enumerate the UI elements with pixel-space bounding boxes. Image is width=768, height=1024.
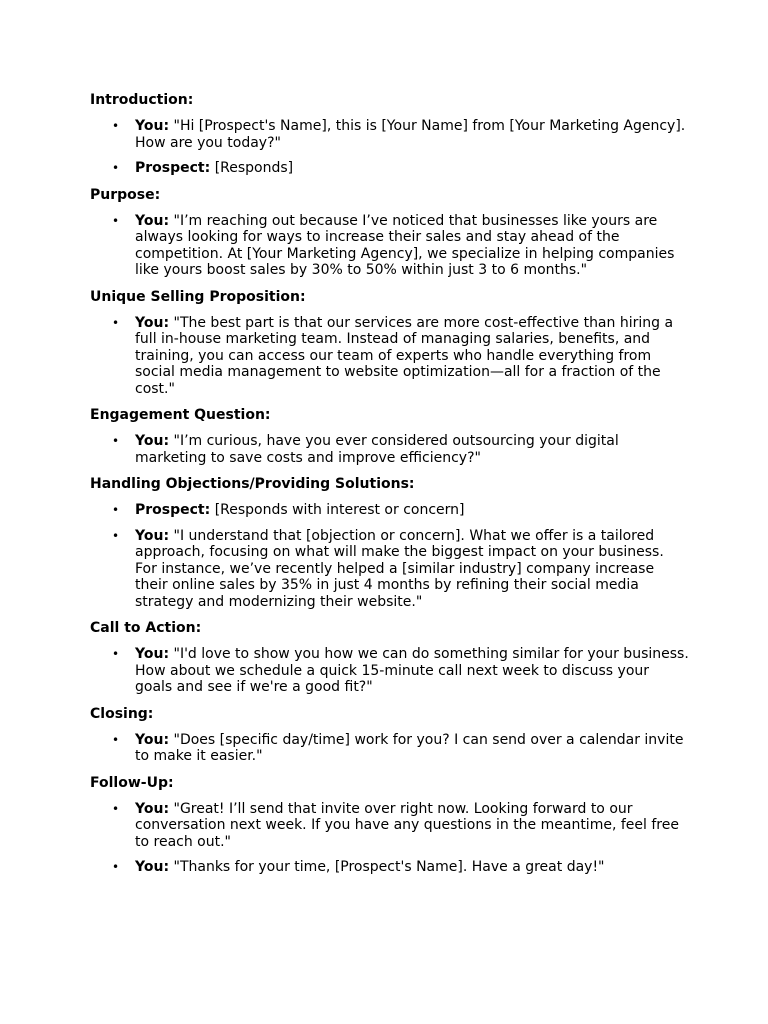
section-heading: Introduction: — [90, 92, 194, 108]
section-engagement-question — [90, 406, 690, 466]
section-introduction — [90, 91, 690, 177]
section-heading: Follow-Up: — [90, 774, 174, 791]
list-item — [90, 732, 690, 765]
list-item — [90, 859, 690, 876]
speaker-label: You: — [135, 433, 170, 449]
section-follow-up — [90, 774, 690, 876]
dialogue-text: "The best part is that our services are more cost-effective than hiring a full in-house marketing team. Instead of managing salaries, benefits, and training, you can access our team of experts who handle everything from social media management to website optimization—all for a fraction of the cost." — [135, 314, 674, 397]
dialogue-text: [Responds with interest or concern] — [214, 502, 465, 518]
speaker-label: You: — [135, 527, 170, 544]
bullet-icon: • — [112, 434, 120, 448]
speaker-label: You: — [135, 646, 170, 662]
list-item — [90, 801, 690, 851]
bullet-icon: • — [112, 161, 120, 175]
bullet-icon: • — [112, 213, 120, 228]
dialogue-text: "Hi [Prospect's Name], this is [Your Name] from [Your Marketing Agency]. How are you today?" — [135, 118, 686, 151]
dialogue-text: "Does [specific day/time] work for you? I can send over a calendar invite to make it easier." — [135, 731, 684, 764]
speaker-label: You: — [135, 314, 170, 331]
section-heading: Closing: — [90, 705, 154, 722]
speaker-label: You: — [135, 800, 170, 817]
bullet-icon: • — [112, 647, 120, 661]
bullet-list — [90, 118, 690, 177]
section-unique-selling-proposition — [90, 288, 690, 398]
section-closing — [90, 705, 690, 765]
section-heading: Purpose: — [90, 186, 161, 203]
list-item — [90, 213, 690, 279]
speaker-label: Prospect: — [135, 502, 211, 518]
section-heading: Unique Selling Proposition: — [90, 288, 306, 305]
list-item — [90, 528, 690, 611]
speaker-label: You: — [135, 212, 170, 229]
list-item — [90, 315, 690, 398]
list-item — [90, 160, 690, 177]
bullet-list — [90, 502, 690, 610]
section-call-to-action — [90, 619, 690, 696]
section-heading: Handling Objections/Providing Solutions: — [90, 476, 415, 492]
list-item — [90, 433, 690, 466]
section-purpose — [90, 186, 690, 279]
bullet-list — [90, 315, 690, 398]
speaker-label: Prospect: — [135, 160, 211, 176]
speaker-label: You: — [135, 859, 170, 875]
bullet-list — [90, 213, 690, 279]
bullet-icon: • — [112, 315, 120, 330]
dialogue-text: [Responds] — [214, 160, 294, 176]
dialogue-text: "Great! I’ll send that invite over right now. Looking forward to our conversation next week. If you have any questions in the meantime, feel free to reach out." — [135, 800, 679, 850]
bullet-list — [90, 433, 690, 466]
speaker-label: You: — [135, 118, 170, 134]
bullet-list — [90, 801, 690, 876]
bullet-icon: • — [112, 801, 120, 816]
dialogue-text: "I’m curious, have you ever considered outsourcing your digital marketing to save costs and improve efficiency?" — [135, 433, 619, 466]
bullet-list — [90, 646, 690, 696]
bullet-icon: • — [112, 503, 120, 517]
list-item — [90, 118, 690, 151]
section-heading: Engagement Question: — [90, 407, 271, 423]
list-item — [90, 502, 690, 519]
section-handling-objections — [90, 475, 690, 610]
dialogue-text: "I’m reaching out because I’ve noticed that businesses like yours are always looking for ways to increase their sales and stay ahead of the competition. At [Your Marketing Agency], we specialize in helping companies like yours boost sales by 30% to 50% within just 3 to 6 months." — [135, 212, 675, 278]
document-body — [90, 91, 690, 885]
bullet-list — [90, 732, 690, 765]
bullet-icon: • — [112, 732, 120, 747]
dialogue-text: "Thanks for your time, [Prospect's Name]. Have a great day!" — [173, 859, 605, 875]
dialogue-text: "I'd love to show you how we can do something similar for your business. How about we schedule a quick 15-minute call next week to discuss your goals and see if we're a good fit?" — [135, 646, 689, 695]
section-heading: Call to Action: — [90, 620, 202, 636]
list-item — [90, 646, 690, 696]
speaker-label: You: — [135, 731, 170, 748]
bullet-icon: • — [112, 528, 120, 543]
bullet-icon: • — [112, 860, 120, 874]
dialogue-text: "I understand that [objection or concern]. What we offer is a tailored approach, focusing on what will make the biggest impact on your business. For instance, we’ve recently helped a [similar industry] company increase their online sales by 35% in just 4 months by refining their social media strategy and modernizing their website." — [135, 527, 664, 610]
bullet-icon: • — [112, 119, 120, 133]
